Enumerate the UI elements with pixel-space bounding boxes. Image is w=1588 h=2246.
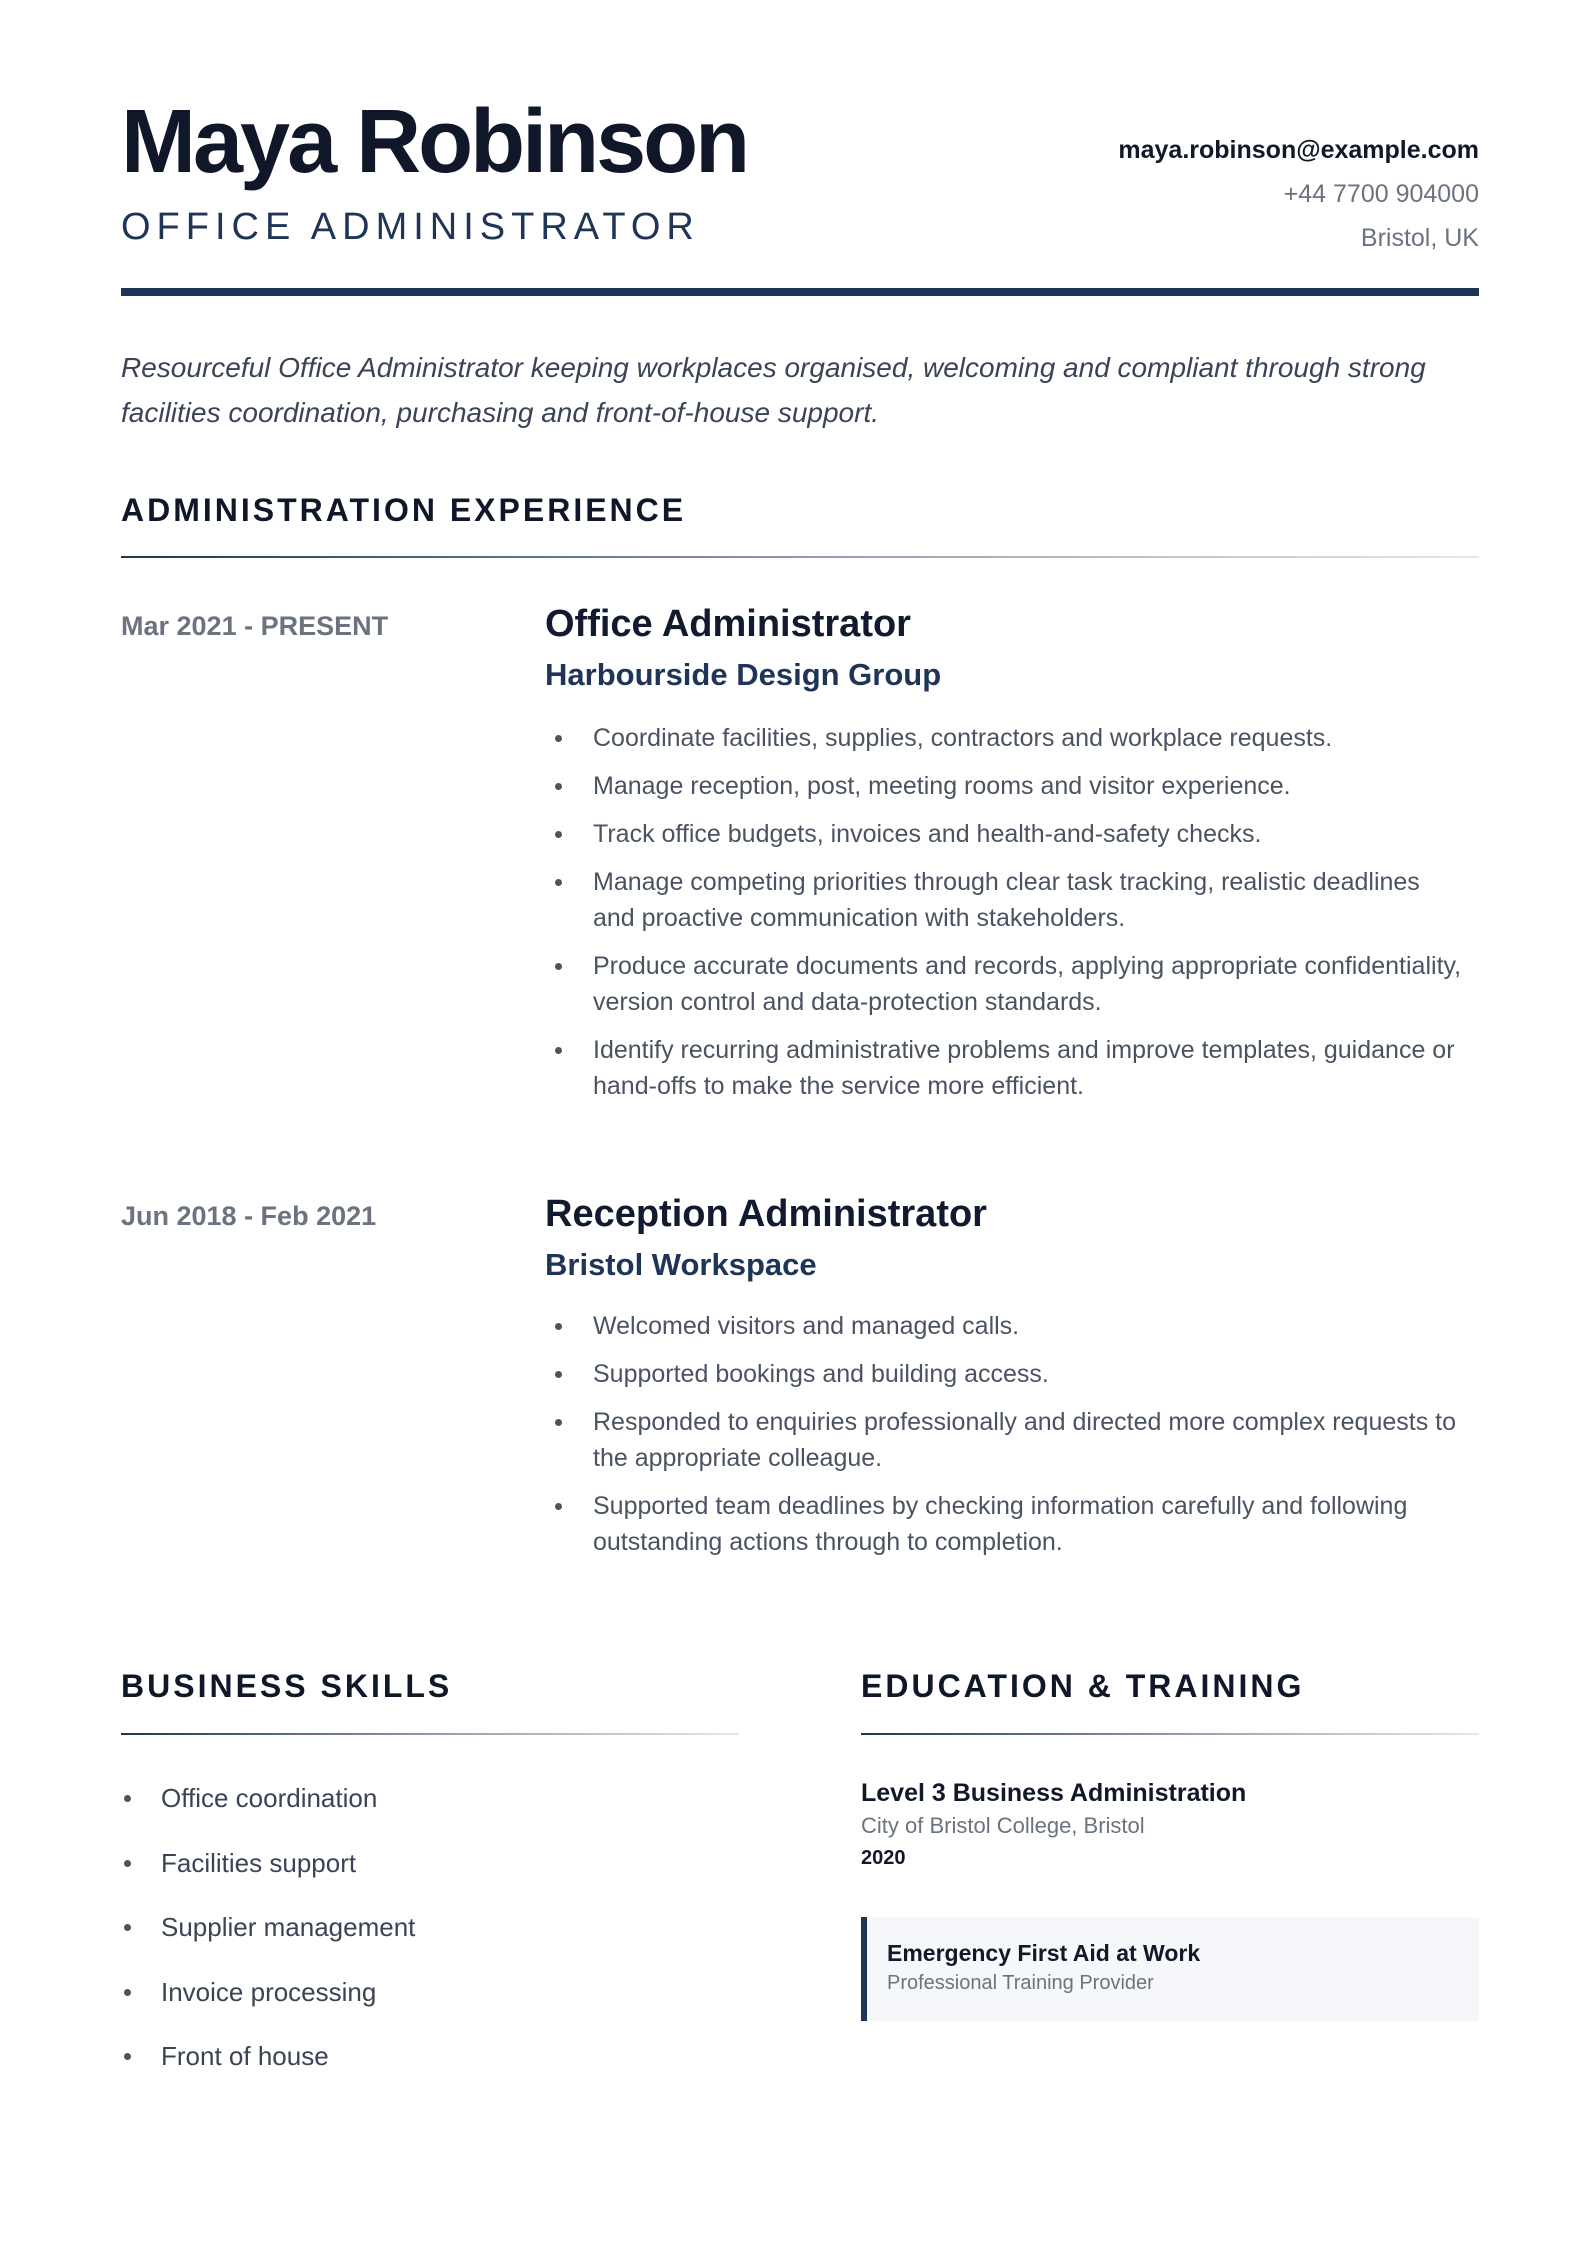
candidate-role: OFFICE ADMINISTRATOR [121, 206, 700, 248]
job-1-company: Harbourside Design Group [545, 657, 942, 692]
job-1-title: Office Administrator [545, 603, 911, 645]
education-year: 2020 [861, 1847, 906, 1869]
contact-email[interactable]: maya.robinson@example.com [1118, 136, 1479, 164]
education-entry [861, 1776, 1246, 1874]
list-item: Track office budgets, invoices and health-and-safety checks. [545, 816, 1465, 852]
skill-item: Front of house [121, 2038, 415, 2074]
list-item: Manage reception, post, meeting rooms and visitor experience. [545, 768, 1465, 804]
candidate-name: Maya Robinson [121, 92, 748, 192]
list-item: Coordinate facilities, supplies, contractors and workplace requests. [545, 720, 1465, 756]
certification-name: Emergency First Aid at Work [887, 1940, 1201, 1966]
certification-provider: Professional Training Provider [887, 1972, 1154, 1994]
job-2-dates: Jun 2018 - Feb 2021 [121, 1201, 377, 1231]
list-item: Produce accurate documents and records, applying appropriate confidentiality, version control and data-protection standards. [545, 948, 1465, 1020]
certification-card [861, 1917, 1479, 2021]
contact-block [1118, 128, 1479, 260]
skills-heading: BUSINESS SKILLS [121, 1668, 453, 1704]
education-heading: EDUCATION & TRAINING [861, 1668, 1305, 1704]
contact-location: Bristol, UK [1360, 224, 1479, 252]
experience-heading-line [121, 556, 1479, 558]
profile-summary: Resourceful Office Administrator keeping workplaces organised, welcoming and compliant through strong facilities coordination, purchasing and front-of-house support. [121, 352, 1426, 428]
contact-phone[interactable]: +44 7700 904000 [1283, 180, 1479, 208]
skill-item: Office coordination [121, 1780, 415, 1816]
list-item: Welcomed visitors and managed calls. [545, 1308, 1465, 1344]
header-divider [121, 288, 1479, 296]
resume-page [121, 0, 1479, 2246]
skills-heading-line [121, 1733, 739, 1735]
list-item: Supported bookings and building access. [545, 1356, 1465, 1392]
job-1-dates: Mar 2021 - PRESENT [121, 611, 389, 641]
job-2-title: Reception Administrator [545, 1193, 987, 1235]
education-school: City of Bristol College, Bristol [861, 1813, 1145, 1838]
experience-heading: ADMINISTRATION EXPERIENCE [121, 492, 687, 528]
education-heading-line [861, 1733, 1479, 1735]
education-degree: Level 3 Business Administration [861, 1779, 1247, 1807]
skill-item: Invoice processing [121, 1974, 415, 2010]
skill-item: Facilities support [121, 1845, 415, 1881]
job-2-company: Bristol Workspace [545, 1247, 817, 1282]
job-2-bullets [545, 1308, 1465, 1560]
list-item: Identify recurring administrative problems and improve templates, guidance or hand-offs to make the service more efficient. [545, 1032, 1465, 1104]
skills-list [121, 1780, 415, 2103]
list-item: Manage competing priorities through clear task tracking, realistic deadlines and proactive communication with stakeholders. [545, 864, 1465, 936]
list-item: Responded to enquiries professionally and directed more complex requests to the appropriate colleague. [545, 1404, 1465, 1476]
job-1-bullets [545, 720, 1465, 1104]
skill-item: Supplier management [121, 1909, 415, 1945]
list-item: Supported team deadlines by checking information carefully and following outstanding actions through to completion. [545, 1488, 1465, 1560]
